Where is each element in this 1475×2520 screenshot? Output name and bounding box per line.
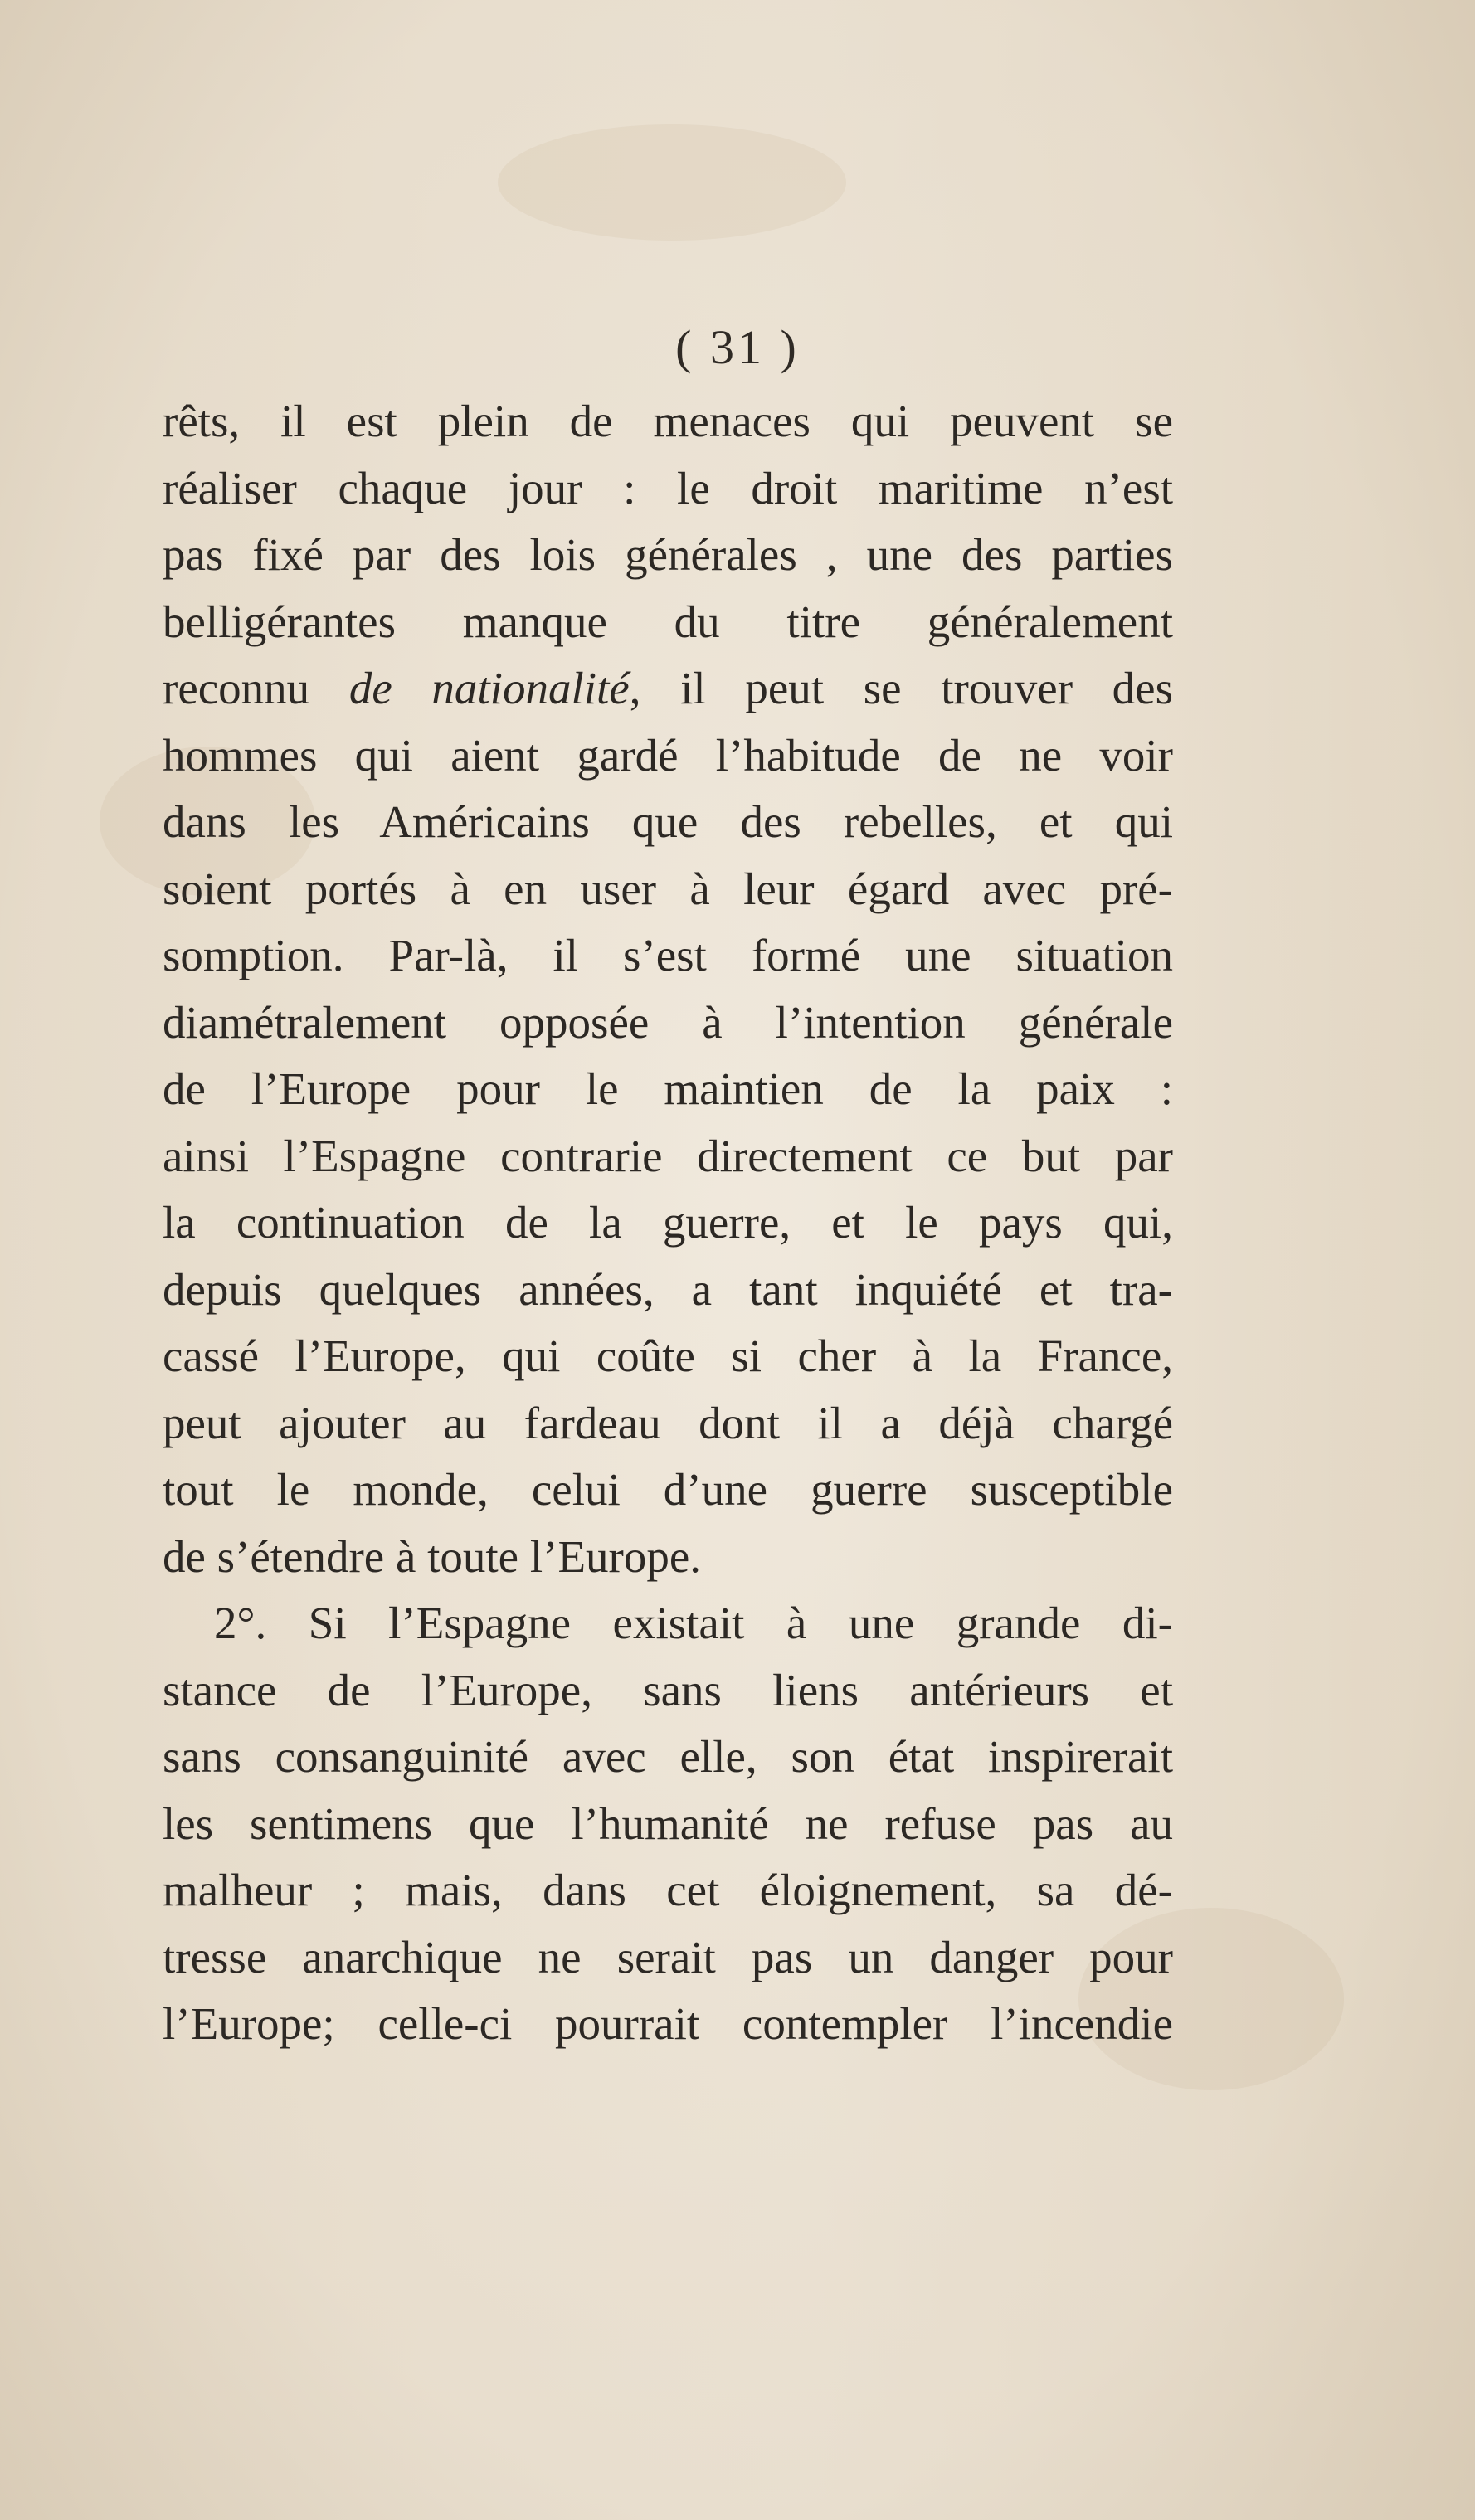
text-line: soient portés à en user à leur égard avec pré- (163, 863, 1173, 914)
text-line: cassé l’Europe, qui coûte si cher à la France, (163, 1331, 1173, 1381)
text-line: les sentimens que l’humanité ne refuse pas au (163, 1798, 1173, 1849)
text-line: tresse anarchique ne serait pas un danger pour (163, 1931, 1173, 1982)
paper-stain (498, 124, 846, 241)
text-line: sans consanguinité avec elle, son état inspirerait (163, 1731, 1173, 1782)
italic-phrase: de nationalité (348, 663, 630, 713)
text-line: de l’Europe pour le maintien de la paix : (163, 1063, 1173, 1114)
text-line: tout le monde, celui d’une guerre susceptible (163, 1464, 1173, 1515)
text-line: depuis quelques années, a tant inquiété et tra- (163, 1263, 1173, 1315)
body-text (163, 388, 1173, 2058)
text-line: ainsi l’Espagne contrarie directement ce but par (163, 1130, 1173, 1181)
text-line: l’Europe; celle-ci pourrait contempler l’incendie (163, 1998, 1173, 2049)
text-line: rêts, il est plein de menaces qui peuvent se (163, 396, 1173, 446)
text-line: dans les Américains que des rebelles, et qui (163, 796, 1173, 847)
paragraph-end-line: de s’étendre à toute l’Europe. (163, 1530, 702, 1582)
text-line: belligérantes manque du titre généralement (163, 596, 1173, 647)
text-line: reconnu de nationalité, il peut se trouver des (163, 663, 1174, 713)
text-line: pas fixé par des lois générales , une des parties (163, 529, 1173, 580)
text-line: la continuation de la guerre, et le pays qui, (163, 1197, 1173, 1248)
text-line: réaliser chaque jour : le droit maritime n’est (163, 462, 1173, 513)
text-line: stance de l’Europe, sans liens antérieurs et (163, 1664, 1173, 1715)
text-line: somption. Par-là, il s’est formé une situation (163, 930, 1173, 980)
paragraph-start-line: 2°. Si l’Espagne existait à une grande di- (214, 1598, 1173, 1648)
text-line: peut ajouter au fardeau dont il a déjà chargé (163, 1397, 1173, 1448)
page-number-header: ( 31 ) (675, 320, 800, 374)
text-line: hommes qui aient gardé l’habitude de ne voir (163, 729, 1173, 781)
text-line: malheur ; mais, dans cet éloignement, sa dé- (163, 1865, 1173, 1915)
text-line: diamétralement opposée à l’intention générale (163, 996, 1173, 1048)
